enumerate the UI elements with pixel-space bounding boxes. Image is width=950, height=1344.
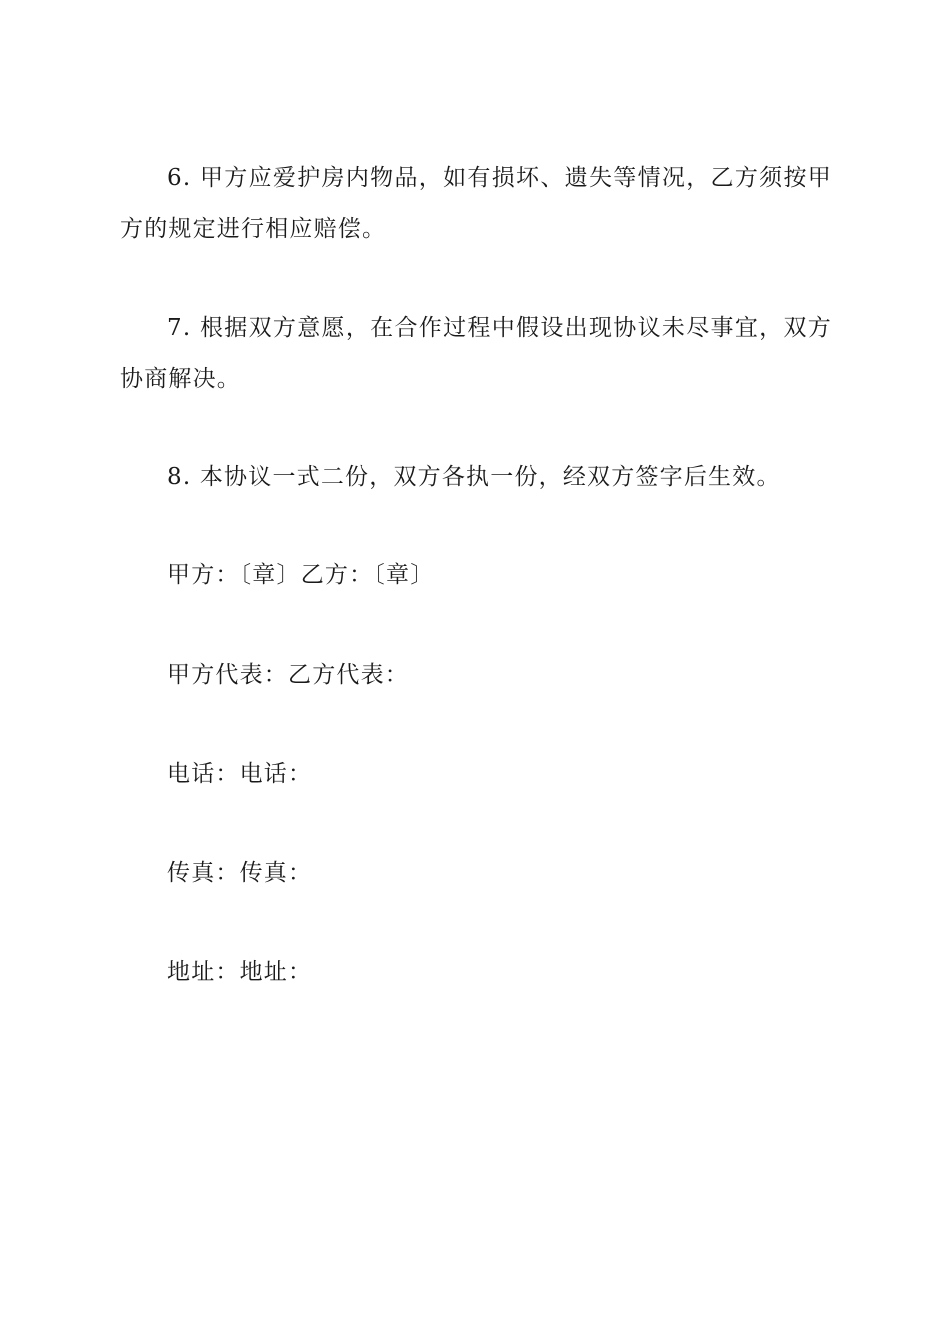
seal-line: 甲方：〔章〕乙方：〔章〕 bbox=[167, 562, 435, 588]
clause-7: 7. 根据双方意愿，在合作过程中假设出现协议未尽事宜，双方协商解决。 bbox=[120, 315, 832, 392]
representative-line: 甲方代表：乙方代表： bbox=[167, 662, 409, 688]
phone-line: 电话：电话： bbox=[167, 761, 313, 787]
address-line: 地址：地址： bbox=[167, 959, 313, 985]
fax-line: 传真：传真： bbox=[167, 860, 313, 886]
clause-6: 6. 甲方应爱护房内物品，如有损坏、遗失等情况，乙方须按甲方的规定进行相应赔偿。 bbox=[120, 165, 832, 242]
clause-8: 8. 本协议一式二份，双方各执一份，经双方签字后生效。 bbox=[167, 464, 781, 490]
